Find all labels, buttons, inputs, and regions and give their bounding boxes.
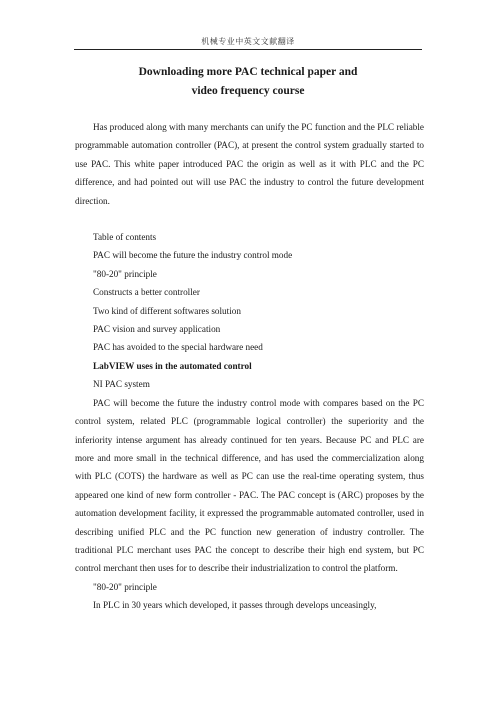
- toc-item: LabVIEW uses in the automated control: [93, 360, 252, 371]
- toc-item: PAC has avoided to the special hardware need: [93, 342, 263, 353]
- toc-item: Two kind of different softwares solution: [93, 305, 241, 316]
- document-title-line-1: Downloading more PAC technical paper and: [138, 66, 358, 78]
- document-title-line-2: video frequency course: [191, 85, 305, 97]
- document-body: [75, 118, 424, 615]
- section-1-paragraph: PAC will become the future the industry control mode with compares based on the PC control system, related PLC (programmable logical controller) the superiority and the inferiority intense argument has already continued for ten years. Because PC and PLC are more and more small in the technical difference, and has used the commercialization along with PLC (COTS) the hardware as well as PC can use the real-time operating system, thus appeared one kind of new form controller - PAC. The PAC concept is (ARC) proposes by the automation development facility, it expressed the programmable automated controller, used in describing unified PLC and the PC function new generation of industry controller. The traditional PLC merchant uses PAC the concept to describe their high end system, but PC control merchant then uses for to describe their industrialization to control the platform.: [75, 397, 424, 574]
- toc-item: PAC will become the future the industry control mode: [93, 250, 293, 261]
- header-rule: [74, 49, 422, 50]
- section-2-heading: "80-20" principle: [93, 581, 157, 592]
- toc-item: Constructs a better controller: [93, 287, 200, 298]
- toc-item: NI PAC system: [93, 379, 150, 390]
- toc-item: PAC vision and survey application: [93, 324, 221, 335]
- toc-item: "80-20" principle: [93, 268, 157, 279]
- paragraph-gap: [75, 210, 424, 228]
- intro-paragraph: Has produced along with many merchants can unify the PC function and the PLC reliable programmable automation controller (PAC), at present the control system gradually started to use PAC. This white paper introduced PAC the origin as well as it with PLC and the PC difference, and had pointed out will use PAC the industry to control the future development direction.: [75, 122, 424, 206]
- running-header: 机械专业中英文文献翻译: [201, 37, 295, 46]
- section-2-paragraph: In PLC in 30 years which developed, it passes through develops unceasingly,: [93, 600, 377, 611]
- toc-heading: Table of contents: [93, 232, 157, 243]
